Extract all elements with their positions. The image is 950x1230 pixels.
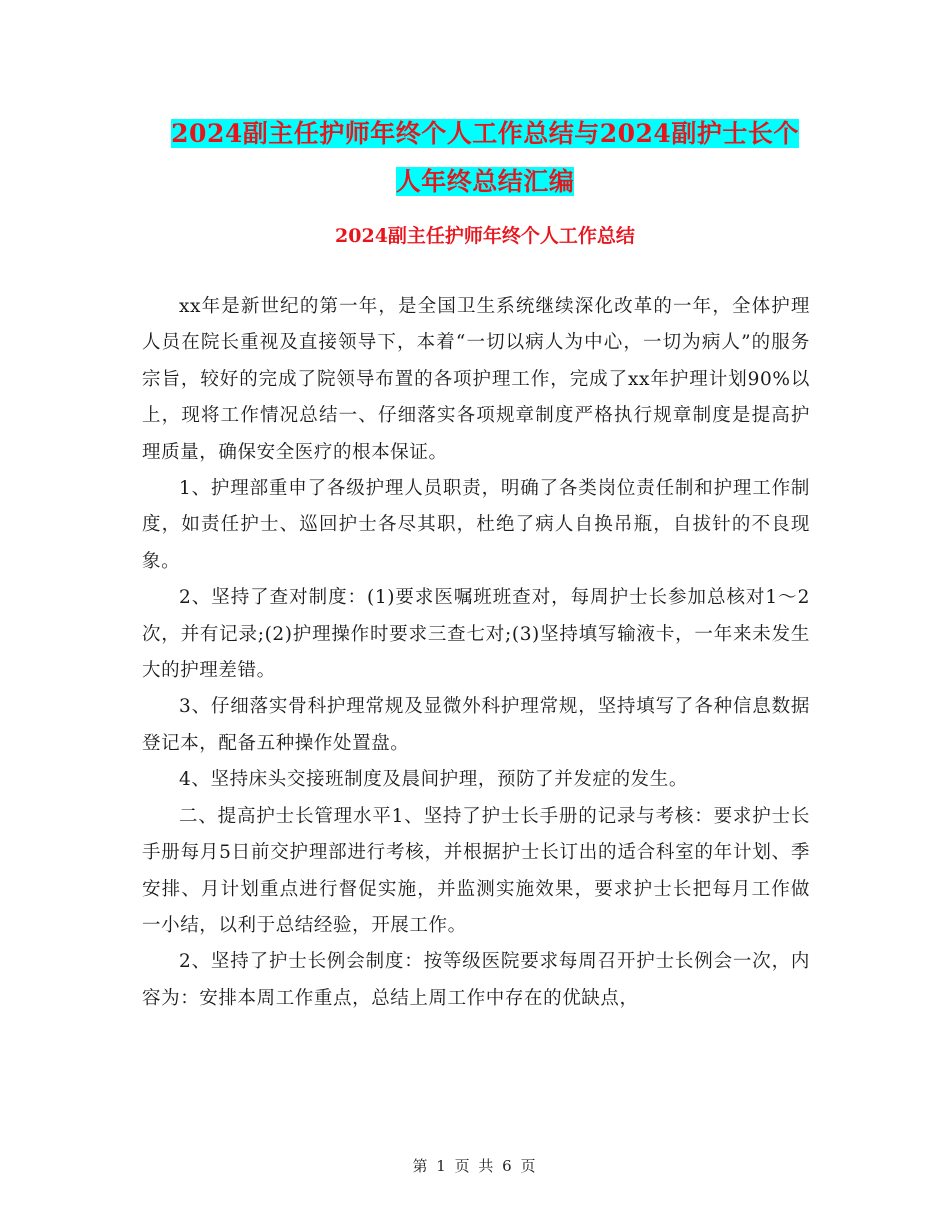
main-title-line-1: 2024副主任护师年终个人工作总结与2024副护士长个 <box>171 119 799 148</box>
paragraph: xx年是新世纪的第一年，是全国卫生系统继续深化改革的一年，全体护理人员在院长重视及直接领导下，本着“一切以病人为中心，一切为病人”的服务宗旨，较好的完成了院领导布置的各项护理工作，完成了xx年护理计划90%以上，现将工作情况总结一、仔细落实各项规章制度严格执行规章制度是提高护理质量，确保安全医疗的根本保证。 <box>142 296 810 463</box>
document-body <box>142 289 810 1017</box>
paragraph: 3、仔细落实骨科护理常规及显微外科护理常规，坚持填写了各种信息数据登记本，配备五种操作处置盘。 <box>142 696 810 754</box>
paragraph: 2、坚持了查对制度：(1)要求医嘱班班查对，每周护士长参加总核对1～2次，并有记录;(2)护理操作时要求三查七对;(3)坚持填写输液卡，一年来未发生大的护理差错。 <box>142 587 810 682</box>
paragraph: 2、坚持了护士长例会制度：按等级医院要求每周召开护士长例会一次，内容为：安排本周工作重点，总结上周工作中存在的优缺点， <box>142 951 810 1009</box>
paragraph: 1、护理部重申了各级护理人员职责，明确了各类岗位责任制和护理工作制度，如责任护士、巡回护士各尽其职，杜绝了病人自换吊瓶，自拔针的不良现象。 <box>142 478 810 572</box>
section-title: 2024副主任护师年终个人工作总结 <box>335 225 635 247</box>
main-title-line-2: 人年终总结汇编 <box>395 167 575 196</box>
paragraph: 4、坚持床头交接班制度及晨间护理，预防了并发症的发生。 <box>179 769 688 791</box>
document-main-title <box>140 110 830 206</box>
page-footer: 第 1 页 共 6 页 <box>412 1157 538 1175</box>
paragraph: 二、提高护士长管理水平1、坚持了护士长手册的记录与考核：要求护士长手册每月5日前交护理部进行考核，并根据护士长订出的适合科室的年计划、季安排、月计划重点进行督促实施，并监测实施效果，要求护士长把每月工作做一小结，以利于总结经验，开展工作。 <box>142 805 810 936</box>
